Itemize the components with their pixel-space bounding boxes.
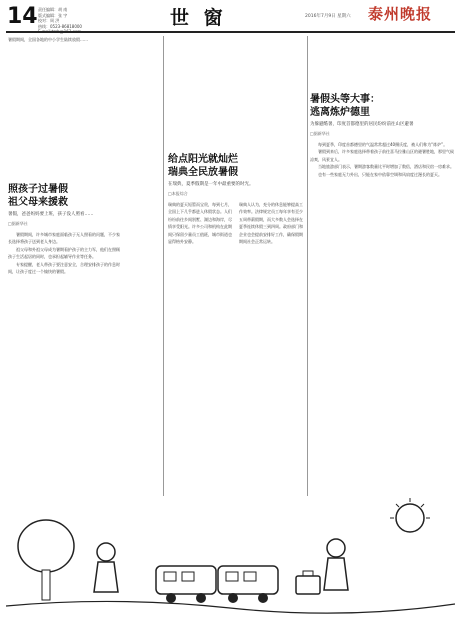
- column-divider: [163, 36, 164, 496]
- paragraph: 也有一些家庭无力外出，只能在家中依靠空调和风扇度过漫长的夏天。: [318, 171, 442, 177]
- paragraph: 暑假期间，许多城市家庭面临孩子无人照看的问题，不少家长选择将孩子送到老人身边。: [8, 232, 120, 245]
- paragraph: 专家提醒，老人带孩子要注意安全，合理安排孩子的作息时间，让孩子度过一个愉快的暑假。: [8, 261, 120, 275]
- continued-text: [8, 36, 120, 176]
- article-headline: [168, 153, 306, 179]
- article-subtitle: 在瑞典，夏季假期是一年中最重要的时光。: [168, 182, 254, 187]
- paragraph: 每到夏季，印度首都德里的气温常常超过40摄氏度，被人们称为“炼炉”。: [318, 142, 448, 147]
- meta-line: 校对：周 洪: [38, 18, 60, 23]
- meta-line: 版式编辑：张 宇: [38, 12, 68, 18]
- headline-line: 祖父母来援救: [8, 197, 68, 208]
- headline-line: 照孩子过暑假: [8, 184, 68, 195]
- summer-illustration: [6, 496, 455, 620]
- article-subtitle: 暑假，爸爸妈妈要上班，孩子没人照看……: [8, 212, 94, 217]
- section-title: 世 窗: [170, 7, 227, 29]
- headline-line: 给点阳光就灿烂: [168, 154, 238, 165]
- article-right: [310, 93, 455, 541]
- page-number: 14: [7, 4, 38, 29]
- headline-line: 瑞典全民放暑假: [168, 167, 238, 178]
- article-body: [168, 201, 306, 531]
- masthead-logo: 泰州晚报: [368, 5, 433, 23]
- article-headline: [8, 183, 120, 209]
- article-byline: □据新华社: [8, 221, 28, 226]
- meta-line: 热线：0523-86818000: [38, 23, 82, 29]
- article-left: [8, 183, 120, 537]
- paragraph: 祖父母和外祖父母成为暑期看护孩子的主力军，他们在照顾孩子生活起居的同时，也承担起辅导作业等任务。: [8, 246, 120, 260]
- headline-line: 暑假头等大事：: [310, 94, 380, 105]
- article-body: [310, 141, 455, 541]
- article-byline: □本报综合: [168, 191, 188, 196]
- meta-line: 责任编辑：胡 南: [38, 7, 68, 12]
- text-column: 瑞典的夏天短暂而宝贵，每到七月，全国上下几乎都进入休假状态。人们纷纷前往乡间别墅、湖边和海岸，尽情享受阳光。许多公司和机构在此期间只保留少量员工值班，城市街道也显得格外安静。: [168, 202, 232, 245]
- paragraph: 暑假到来后，许多家庭选择带着孩子前往喜马拉雅山区的避暑胜地，那里气候凉爽，风景宜人。: [310, 149, 454, 162]
- article-body: [8, 231, 120, 537]
- article-headline: [310, 93, 455, 119]
- column-divider: [307, 36, 308, 496]
- headline-line: 逃离炼炉德里: [310, 107, 370, 118]
- continued-text-body: 暑假期间，全国各地的中小学生陆续放假……: [8, 37, 88, 42]
- paragraph: 当地旅游部门表示，暑期游客数量比平时增加了数倍，酒店和民宿一房难求。: [318, 164, 454, 170]
- article-byline: □据新华社: [310, 131, 330, 136]
- text-column: 瑞典人认为，充分的休息能够提高工作效率。法律规定员工每年享有至少五周带薪假期，而大多数人会选择在夏季连续休假三到四周。政府部门和企业也会提前安排好工作，确保假期期间社会正常运转。: [239, 202, 303, 245]
- article-middle: [168, 153, 306, 531]
- issue-date: 2016年7月9日 星期六: [305, 14, 351, 19]
- header-rule: [6, 31, 455, 33]
- article-subtitle: 为躲避酷暑，印度首都德里的居民纷纷前往山区避暑: [310, 122, 414, 127]
